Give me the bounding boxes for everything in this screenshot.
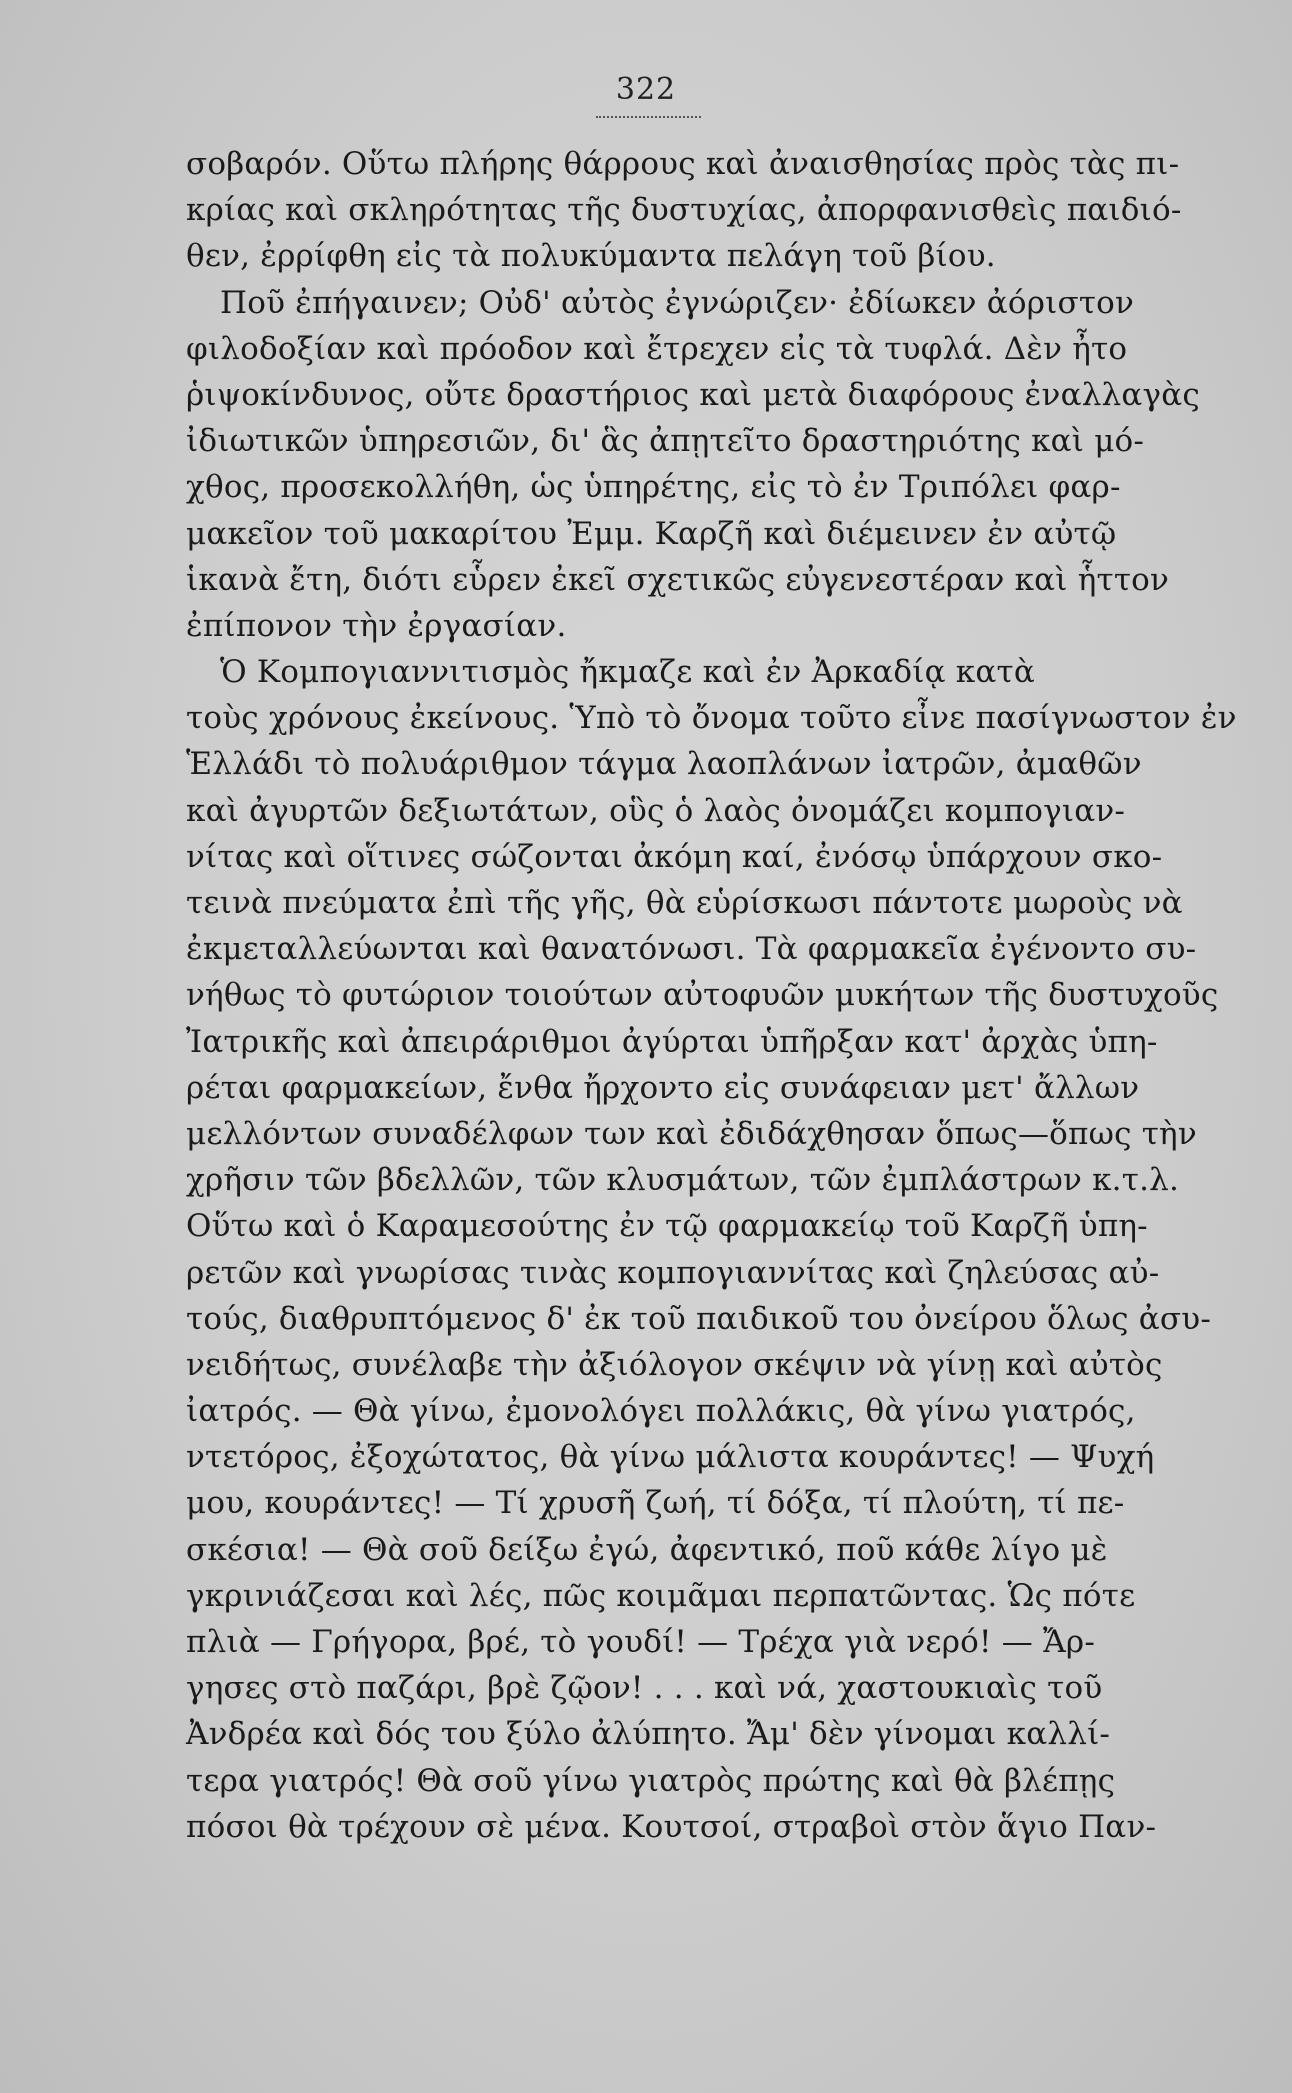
text-line: ῥιψοκίνδυνος, οὔτε δραστήριος καὶ μετὰ διαφόρους ἐναλλαγὰς xyxy=(186,376,1200,413)
text-line: γησες στὸ παζάρι, βρὲ ζῷον! . . . καὶ νά, χαστουκιαὶς τοῦ xyxy=(186,1670,1103,1707)
text-line: χθος, προσεκολλήθη, ὡς ὑπηρέτης, εἰς τὸ ἐν Τριπόλει φαρ- xyxy=(186,469,1121,506)
text-line: ἰατρός. — Θὰ γίνω, ἐμονολόγει πολλάκις, θὰ γίνω γιατρός, xyxy=(186,1393,1136,1430)
text-line: θεν, ἐρρίφθη εἰς τὰ πολυκύμαντα πελάγη τοῦ βίου. xyxy=(186,238,996,275)
text-line: νίτας καὶ οἵτινες σώζονται ἀκόμη καί, ἐνόσῳ ὑπάρχουν σκο- xyxy=(186,838,1163,875)
text-line: ἐκμεταλλεύωνται καὶ θανατόνωσι. Τὰ φαρμακεῖα ἐγένοντο συ- xyxy=(186,931,1197,968)
text-line: ἱκανὰ ἔτη, διότι εὗρεν ἐκεῖ σχετικῶς εὐγενεστέραν καὶ ἧττον xyxy=(186,561,1170,598)
text-line: γκρινιάζεσαι καὶ λές, πῶς κοιμᾶμαι περπατῶντας. Ὡς πότε xyxy=(186,1577,1136,1614)
text-line: μελλόντων συναδέλφων των καὶ ἐδιδάχθησαν ὅπως—ὅπως τὴν xyxy=(186,1115,1197,1152)
text-line: νήθως τὸ φυτώριον τοιούτων αὐτοφυῶν μυκήτων τῆς δυστυχοῦς xyxy=(186,977,1219,1014)
text-line: τούς, διαθρυπτόμενος δ' ἐκ τοῦ παιδικοῦ του ὀνείρου ὅλως ἀσυ- xyxy=(186,1300,1212,1337)
text-line: πλιὰ — Γρήγορα, βρέ, τὸ γουδί! — Τρέχα γιὰ νερό! — Ἄρ- xyxy=(186,1624,1095,1660)
text-line: μου, κουράντες! — Τί χρυσῆ ζωή, τί δόξα, τί πλούτη, τί πε- xyxy=(186,1485,1125,1522)
text-line: ἰδιωτικῶν ὑπηρεσιῶν, δι' ἃς ἀπῃτεῖτο δραστηριότης καὶ μό- xyxy=(186,423,1145,460)
text-line: Ἀνδρέα καὶ δός του ξύλο ἀλύπητο. Ἄμ' δὲν γίνομαι καλλί- xyxy=(186,1716,1111,1753)
text-line: ρετῶν καὶ γνωρίσας τινὰς κομπογιαννίτας καὶ ζηλεύσας αὐ- xyxy=(186,1254,1160,1291)
page-number: 322 xyxy=(615,72,677,107)
text-line: τεινὰ πνεύματα ἐπὶ τῆς γῆς, θὰ εὑρίσκωσι πάντοτε μωροὺς νὰ xyxy=(186,885,1183,921)
text-line: καὶ ἀγυρτῶν δεξιωτάτων, οὓς ὁ λαὸς ὀνομάζει κομπογιαν- xyxy=(186,792,1126,829)
text-line: Ποῦ ἐπήγαινεν; Οὐδ' αὐτὸς ἐγνώριζεν· ἐδίωκεν ἀόριστον xyxy=(220,284,1135,321)
text-line: μακεῖον τοῦ μακαρίτου Ἐμμ. Καρζῆ καὶ διέμεινεν ἐν αὐτῷ xyxy=(186,515,1117,552)
text-line: ντετόρος, ἐξοχώτατος, θὰ γίνω μάλιστα κουράντες! — Ψυχή xyxy=(186,1439,1155,1476)
text-line: Ἑλλάδι τὸ πολυάριθμον τάγμα λαοπλάνων ἰατρῶν, ἀμαθῶν xyxy=(186,746,1142,783)
text-line: νειδήτως, συνέλαβε τὴν ἀξιόλογον σκέψιν νὰ γίνῃ καὶ αὐτὸς xyxy=(186,1346,1163,1383)
text-line: τερα γιατρός! Θὰ σοῦ γίνω γιατρὸς πρώτης καὶ θὰ βλέπῃς xyxy=(186,1762,1116,1799)
text-line: ρέται φαρμακείων, ἔνθα ἤρχοντο εἰς συνάφειαν μετ' ἄλλων xyxy=(186,1069,1140,1106)
text-line: Ἰατρικῆς καὶ ἀπειράριθμοι ἀγύρται ὑπῆρξαν κατ' ἀρχὰς ὑπη- xyxy=(186,1023,1158,1060)
text-line: σκέσια! — Θὰ σοῦ δείξω ἐγώ, ἀφεντικό, ποῦ κάθε λίγο μὲ xyxy=(186,1531,1108,1568)
page-number-rule xyxy=(596,116,701,118)
text-line: σοβαρόν. Οὕτω πλήρης θάρρους καὶ ἀναισθησίας πρὸς τὰς πι- xyxy=(186,146,1180,182)
text-line: ἐπίπονον τὴν ἐργασίαν. xyxy=(186,607,567,644)
text-line: πόσοι θὰ τρέχουν σὲ μένα. Κουτσοί, στραβοὶ στὸν ἅγιο Παν- xyxy=(186,1808,1157,1845)
text-line: φιλοδοξίαν καὶ πρόοδον καὶ ἔτρεχεν εἰς τὰ τυφλά. Δὲν ἦτο xyxy=(186,330,1128,367)
text-line: Ὁ Κομπογιαννιτισμὸς ἤκμαζε καὶ ἐν Ἀρκαδίᾳ κατὰ xyxy=(220,654,1035,691)
text-line: κρίας καὶ σκληρότητας τῆς δυστυχίας, ἀπορφανισθεὶς παιδιό- xyxy=(186,192,1182,229)
text-line: τοὺς χρόνους ἐκείνους. Ὑπὸ τὸ ὄνομα τοῦτο εἶνε πασίγνωστον ἐν xyxy=(186,700,1237,737)
text-line: χρῆσιν τῶν βδελλῶν, τῶν κλυσμάτων, τῶν ἐμπλάστρων κ.τ.λ. xyxy=(186,1162,1180,1199)
text-body xyxy=(186,141,1246,1850)
text-line: Οὕτω καὶ ὁ Καραμεσούτης ἐν τῷ φαρμακείῳ τοῦ Καρζῆ ὑπη- xyxy=(186,1208,1148,1245)
